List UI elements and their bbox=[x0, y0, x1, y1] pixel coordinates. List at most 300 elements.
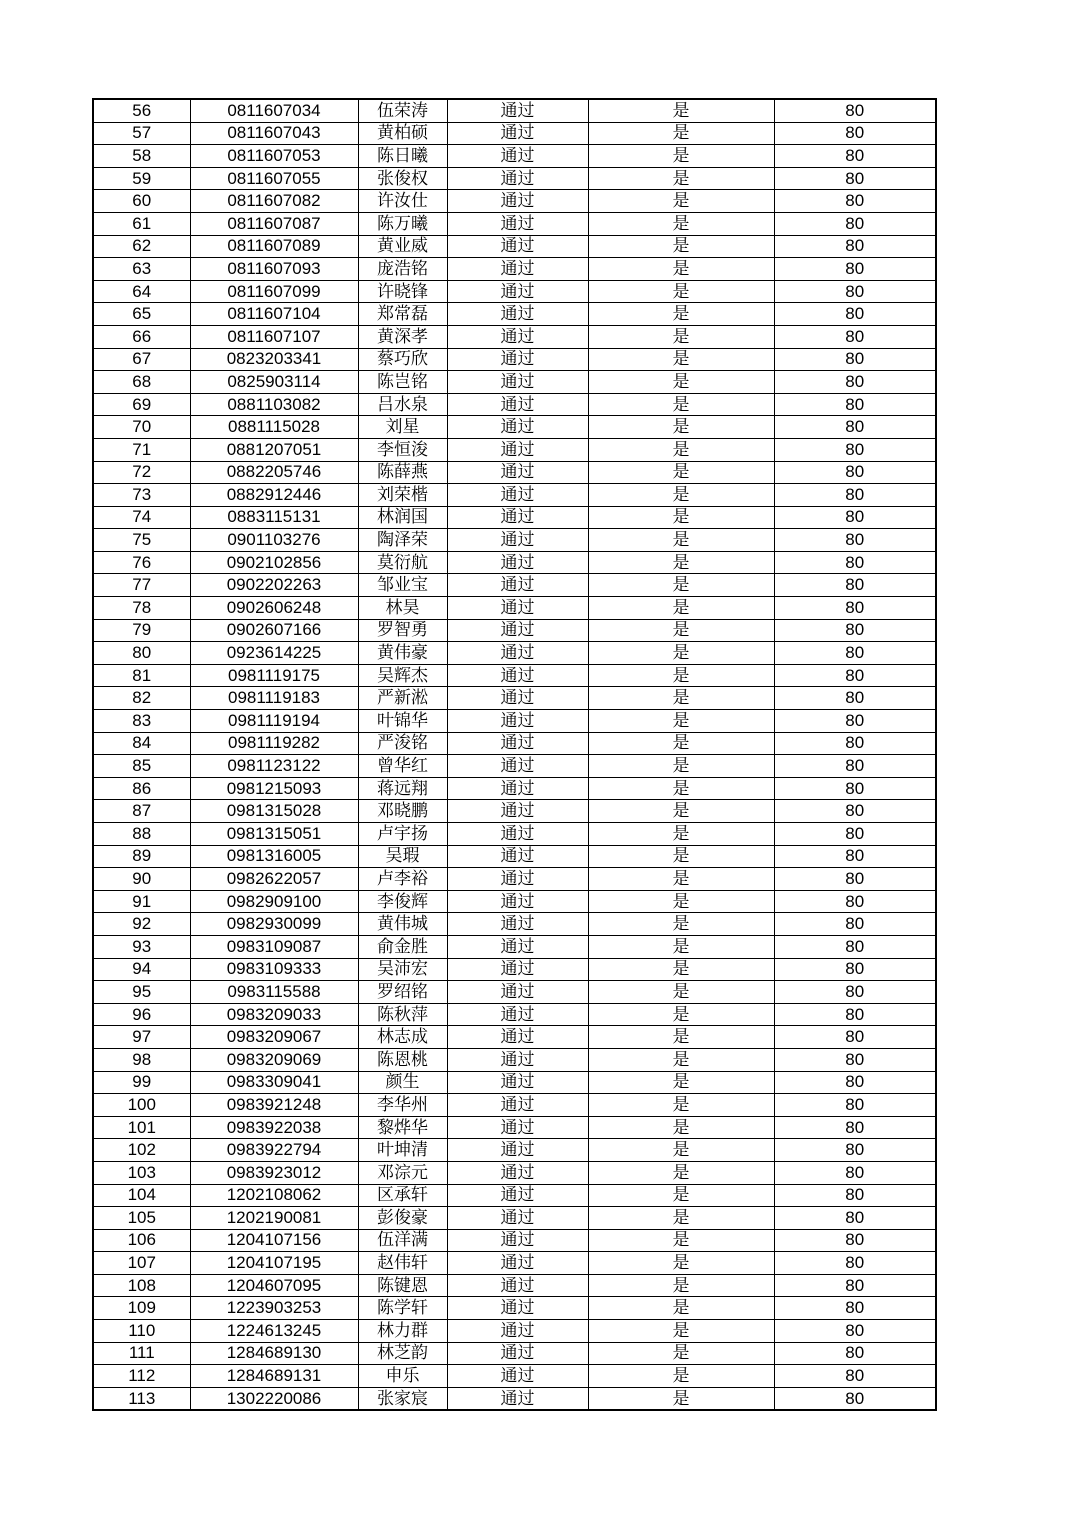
name-cell: 黄柏硕 bbox=[358, 122, 447, 145]
name-cell: 陈日曦 bbox=[358, 145, 447, 168]
table-row bbox=[93, 1161, 936, 1184]
id-number-cell: 0983922038 bbox=[190, 1116, 358, 1139]
score-cell: 80 bbox=[774, 574, 936, 597]
name-cell: 陈恩桃 bbox=[358, 1048, 447, 1071]
name-cell: 黄伟城 bbox=[358, 913, 447, 936]
name-cell: 林芝韵 bbox=[358, 1342, 447, 1365]
flag-cell: 是 bbox=[588, 1094, 774, 1117]
table-row bbox=[93, 619, 936, 642]
flag-cell: 是 bbox=[588, 845, 774, 868]
score-cell: 80 bbox=[774, 258, 936, 281]
name-cell: 彭俊豪 bbox=[358, 1207, 447, 1230]
table-row bbox=[93, 1048, 936, 1071]
table-row bbox=[93, 416, 936, 439]
score-cell: 80 bbox=[774, 619, 936, 642]
row-number-cell: 77 bbox=[93, 574, 190, 597]
score-cell: 80 bbox=[774, 438, 936, 461]
flag-cell: 是 bbox=[588, 212, 774, 235]
flag-cell: 是 bbox=[588, 416, 774, 439]
flag-cell: 是 bbox=[588, 461, 774, 484]
id-number-cell: 0983922794 bbox=[190, 1139, 358, 1162]
name-cell: 邹业宝 bbox=[358, 574, 447, 597]
id-number-cell: 0981316005 bbox=[190, 845, 358, 868]
flag-cell: 是 bbox=[588, 1274, 774, 1297]
table-row bbox=[93, 1003, 936, 1026]
name-cell: 吴辉杰 bbox=[358, 664, 447, 687]
row-number-cell: 84 bbox=[93, 732, 190, 755]
score-cell: 80 bbox=[774, 1320, 936, 1343]
name-cell: 陶泽荣 bbox=[358, 529, 447, 552]
row-number-cell: 86 bbox=[93, 777, 190, 800]
status-cell: 通过 bbox=[447, 777, 588, 800]
id-number-cell: 0811607104 bbox=[190, 303, 358, 326]
flag-cell: 是 bbox=[588, 1207, 774, 1230]
id-number-cell: 0983923012 bbox=[190, 1161, 358, 1184]
id-number-cell: 1224613245 bbox=[190, 1320, 358, 1343]
table-row bbox=[93, 122, 936, 145]
status-cell: 通过 bbox=[447, 1071, 588, 1094]
table-row bbox=[93, 1297, 936, 1320]
status-cell: 通过 bbox=[447, 1026, 588, 1049]
status-cell: 通过 bbox=[447, 710, 588, 733]
table-row bbox=[93, 755, 936, 778]
name-cell: 严浚铭 bbox=[358, 732, 447, 755]
id-number-cell: 0981123122 bbox=[190, 755, 358, 778]
row-number-cell: 95 bbox=[93, 981, 190, 1004]
score-cell: 80 bbox=[774, 1342, 936, 1365]
name-cell: 郑常磊 bbox=[358, 303, 447, 326]
status-cell: 通过 bbox=[447, 1094, 588, 1117]
status-cell: 通过 bbox=[447, 597, 588, 620]
score-cell: 80 bbox=[774, 868, 936, 891]
score-cell: 80 bbox=[774, 845, 936, 868]
row-number-cell: 104 bbox=[93, 1184, 190, 1207]
status-cell: 通过 bbox=[447, 958, 588, 981]
row-number-cell: 76 bbox=[93, 551, 190, 574]
flag-cell: 是 bbox=[588, 1003, 774, 1026]
name-cell: 蒋远翔 bbox=[358, 777, 447, 800]
status-cell: 通过 bbox=[447, 1139, 588, 1162]
table-row bbox=[93, 687, 936, 710]
flag-cell: 是 bbox=[588, 258, 774, 281]
status-cell: 通过 bbox=[447, 461, 588, 484]
status-cell: 通过 bbox=[447, 1297, 588, 1320]
row-number-cell: 98 bbox=[93, 1048, 190, 1071]
id-number-cell: 1284689131 bbox=[190, 1365, 358, 1388]
table-row bbox=[93, 1229, 936, 1252]
table-row bbox=[93, 664, 936, 687]
row-number-cell: 94 bbox=[93, 958, 190, 981]
name-cell: 李恒浚 bbox=[358, 438, 447, 461]
table-row bbox=[93, 167, 936, 190]
flag-cell: 是 bbox=[588, 438, 774, 461]
status-cell: 通过 bbox=[447, 212, 588, 235]
name-cell: 林昊 bbox=[358, 597, 447, 620]
flag-cell: 是 bbox=[588, 122, 774, 145]
flag-cell: 是 bbox=[588, 958, 774, 981]
score-cell: 80 bbox=[774, 935, 936, 958]
id-number-cell: 0811607043 bbox=[190, 122, 358, 145]
name-cell: 申乐 bbox=[358, 1365, 447, 1388]
flag-cell: 是 bbox=[588, 1048, 774, 1071]
id-number-cell: 0902102856 bbox=[190, 551, 358, 574]
row-number-cell: 75 bbox=[93, 529, 190, 552]
flag-cell: 是 bbox=[588, 642, 774, 665]
row-number-cell: 79 bbox=[93, 619, 190, 642]
score-cell: 80 bbox=[774, 167, 936, 190]
score-cell: 80 bbox=[774, 1274, 936, 1297]
row-number-cell: 62 bbox=[93, 235, 190, 258]
id-number-cell: 0811607053 bbox=[190, 145, 358, 168]
flag-cell: 是 bbox=[588, 325, 774, 348]
score-cell: 80 bbox=[774, 1139, 936, 1162]
row-number-cell: 67 bbox=[93, 348, 190, 371]
status-cell: 通过 bbox=[447, 325, 588, 348]
status-cell: 通过 bbox=[447, 529, 588, 552]
table-row bbox=[93, 1252, 936, 1275]
status-cell: 通过 bbox=[447, 1116, 588, 1139]
table-row bbox=[93, 890, 936, 913]
id-number-cell: 0983115588 bbox=[190, 981, 358, 1004]
id-number-cell: 0981119175 bbox=[190, 664, 358, 687]
id-number-cell: 0881103082 bbox=[190, 393, 358, 416]
status-cell: 通过 bbox=[447, 438, 588, 461]
row-number-cell: 56 bbox=[93, 99, 190, 122]
table-row bbox=[93, 461, 936, 484]
row-number-cell: 103 bbox=[93, 1161, 190, 1184]
name-cell: 吴瑕 bbox=[358, 845, 447, 868]
table-row bbox=[93, 777, 936, 800]
flag-cell: 是 bbox=[588, 1116, 774, 1139]
table-row bbox=[93, 551, 936, 574]
row-number-cell: 97 bbox=[93, 1026, 190, 1049]
id-number-cell: 0882205746 bbox=[190, 461, 358, 484]
row-number-cell: 105 bbox=[93, 1207, 190, 1230]
table-row bbox=[93, 1026, 936, 1049]
status-cell: 通过 bbox=[447, 393, 588, 416]
name-cell: 伍荣涛 bbox=[358, 99, 447, 122]
flag-cell: 是 bbox=[588, 1229, 774, 1252]
row-number-cell: 58 bbox=[93, 145, 190, 168]
name-cell: 黄伟豪 bbox=[358, 642, 447, 665]
id-number-cell: 0881207051 bbox=[190, 438, 358, 461]
table-row bbox=[93, 280, 936, 303]
flag-cell: 是 bbox=[588, 1071, 774, 1094]
flag-cell: 是 bbox=[588, 664, 774, 687]
status-cell: 通过 bbox=[447, 732, 588, 755]
status-cell: 通过 bbox=[447, 416, 588, 439]
name-cell: 邓晓鹏 bbox=[358, 800, 447, 823]
row-number-cell: 78 bbox=[93, 597, 190, 620]
name-cell: 陈键恩 bbox=[358, 1274, 447, 1297]
score-cell: 80 bbox=[774, 1094, 936, 1117]
status-cell: 通过 bbox=[447, 258, 588, 281]
id-number-cell: 0902607166 bbox=[190, 619, 358, 642]
row-number-cell: 57 bbox=[93, 122, 190, 145]
row-number-cell: 91 bbox=[93, 890, 190, 913]
status-cell: 通过 bbox=[447, 755, 588, 778]
status-cell: 通过 bbox=[447, 348, 588, 371]
flag-cell: 是 bbox=[588, 868, 774, 891]
flag-cell: 是 bbox=[588, 1184, 774, 1207]
name-cell: 林力群 bbox=[358, 1320, 447, 1343]
score-cell: 80 bbox=[774, 212, 936, 235]
id-number-cell: 0982930099 bbox=[190, 913, 358, 936]
row-number-cell: 74 bbox=[93, 506, 190, 529]
id-number-cell: 0983109333 bbox=[190, 958, 358, 981]
table-row bbox=[93, 732, 936, 755]
status-cell: 通过 bbox=[447, 981, 588, 1004]
score-cell: 80 bbox=[774, 1387, 936, 1410]
score-cell: 80 bbox=[774, 710, 936, 733]
score-cell: 80 bbox=[774, 1026, 936, 1049]
score-cell: 80 bbox=[774, 1365, 936, 1388]
name-cell: 刘荣楷 bbox=[358, 484, 447, 507]
row-number-cell: 65 bbox=[93, 303, 190, 326]
table-row bbox=[93, 1071, 936, 1094]
row-number-cell: 69 bbox=[93, 393, 190, 416]
score-cell: 80 bbox=[774, 416, 936, 439]
name-cell: 陈薛燕 bbox=[358, 461, 447, 484]
score-cell: 80 bbox=[774, 755, 936, 778]
id-number-cell: 0811607082 bbox=[190, 190, 358, 213]
name-cell: 庞浩铭 bbox=[358, 258, 447, 281]
id-number-cell: 0825903114 bbox=[190, 371, 358, 394]
row-number-cell: 99 bbox=[93, 1071, 190, 1094]
score-cell: 80 bbox=[774, 280, 936, 303]
status-cell: 通过 bbox=[447, 99, 588, 122]
flag-cell: 是 bbox=[588, 1252, 774, 1275]
id-number-cell: 0983209067 bbox=[190, 1026, 358, 1049]
row-number-cell: 96 bbox=[93, 1003, 190, 1026]
status-cell: 通过 bbox=[447, 868, 588, 891]
flag-cell: 是 bbox=[588, 1365, 774, 1388]
row-number-cell: 111 bbox=[93, 1342, 190, 1365]
table-row bbox=[93, 823, 936, 846]
id-number-cell: 0901103276 bbox=[190, 529, 358, 552]
flag-cell: 是 bbox=[588, 235, 774, 258]
table-row bbox=[93, 1116, 936, 1139]
id-number-cell: 0811607099 bbox=[190, 280, 358, 303]
table-row bbox=[93, 981, 936, 1004]
id-number-cell: 0811607055 bbox=[190, 167, 358, 190]
table-row bbox=[93, 845, 936, 868]
status-cell: 通过 bbox=[447, 190, 588, 213]
status-cell: 通过 bbox=[447, 890, 588, 913]
row-number-cell: 70 bbox=[93, 416, 190, 439]
name-cell: 卢李裕 bbox=[358, 868, 447, 891]
table-row bbox=[93, 393, 936, 416]
score-cell: 80 bbox=[774, 348, 936, 371]
table-row bbox=[93, 235, 936, 258]
id-number-cell: 1204107195 bbox=[190, 1252, 358, 1275]
row-number-cell: 93 bbox=[93, 935, 190, 958]
name-cell: 陈岂铭 bbox=[358, 371, 447, 394]
name-cell: 蔡巧欣 bbox=[358, 348, 447, 371]
table-row bbox=[93, 325, 936, 348]
flag-cell: 是 bbox=[588, 303, 774, 326]
flag-cell: 是 bbox=[588, 619, 774, 642]
id-number-cell: 0811607107 bbox=[190, 325, 358, 348]
status-cell: 通过 bbox=[447, 551, 588, 574]
score-cell: 80 bbox=[774, 687, 936, 710]
table-row bbox=[93, 800, 936, 823]
score-cell: 80 bbox=[774, 99, 936, 122]
row-number-cell: 88 bbox=[93, 823, 190, 846]
name-cell: 林润国 bbox=[358, 506, 447, 529]
score-cell: 80 bbox=[774, 1184, 936, 1207]
row-number-cell: 64 bbox=[93, 280, 190, 303]
flag-cell: 是 bbox=[588, 823, 774, 846]
flag-cell: 是 bbox=[588, 529, 774, 552]
status-cell: 通过 bbox=[447, 235, 588, 258]
results-table bbox=[92, 98, 937, 1411]
flag-cell: 是 bbox=[588, 371, 774, 394]
status-cell: 通过 bbox=[447, 303, 588, 326]
table-row bbox=[93, 868, 936, 891]
flag-cell: 是 bbox=[588, 551, 774, 574]
score-cell: 80 bbox=[774, 597, 936, 620]
id-number-cell: 1223903253 bbox=[190, 1297, 358, 1320]
status-cell: 通过 bbox=[447, 664, 588, 687]
flag-cell: 是 bbox=[588, 1387, 774, 1410]
flag-cell: 是 bbox=[588, 732, 774, 755]
id-number-cell: 1202190081 bbox=[190, 1207, 358, 1230]
id-number-cell: 0823203341 bbox=[190, 348, 358, 371]
row-number-cell: 107 bbox=[93, 1252, 190, 1275]
name-cell: 曾华红 bbox=[358, 755, 447, 778]
id-number-cell: 0923614225 bbox=[190, 642, 358, 665]
status-cell: 通过 bbox=[447, 145, 588, 168]
name-cell: 邓淙元 bbox=[358, 1161, 447, 1184]
name-cell: 刘星 bbox=[358, 416, 447, 439]
table-row bbox=[93, 529, 936, 552]
status-cell: 通过 bbox=[447, 823, 588, 846]
flag-cell: 是 bbox=[588, 755, 774, 778]
id-number-cell: 0983109087 bbox=[190, 935, 358, 958]
flag-cell: 是 bbox=[588, 710, 774, 733]
score-cell: 80 bbox=[774, 190, 936, 213]
table-row bbox=[93, 190, 936, 213]
status-cell: 通过 bbox=[447, 1003, 588, 1026]
name-cell: 俞金胜 bbox=[358, 935, 447, 958]
row-number-cell: 90 bbox=[93, 868, 190, 891]
row-number-cell: 110 bbox=[93, 1320, 190, 1343]
flag-cell: 是 bbox=[588, 981, 774, 1004]
status-cell: 通过 bbox=[447, 845, 588, 868]
name-cell: 伍洋满 bbox=[358, 1229, 447, 1252]
score-cell: 80 bbox=[774, 1207, 936, 1230]
id-number-cell: 0882912446 bbox=[190, 484, 358, 507]
id-number-cell: 0902202263 bbox=[190, 574, 358, 597]
score-cell: 80 bbox=[774, 529, 936, 552]
row-number-cell: 68 bbox=[93, 371, 190, 394]
name-cell: 罗绍铭 bbox=[358, 981, 447, 1004]
table-row bbox=[93, 212, 936, 235]
status-cell: 通过 bbox=[447, 1184, 588, 1207]
flag-cell: 是 bbox=[588, 687, 774, 710]
id-number-cell: 0981215093 bbox=[190, 777, 358, 800]
row-number-cell: 73 bbox=[93, 484, 190, 507]
row-number-cell: 101 bbox=[93, 1116, 190, 1139]
name-cell: 叶锦华 bbox=[358, 710, 447, 733]
score-cell: 80 bbox=[774, 1252, 936, 1275]
score-cell: 80 bbox=[774, 1071, 936, 1094]
table-row bbox=[93, 1094, 936, 1117]
flag-cell: 是 bbox=[588, 1342, 774, 1365]
score-cell: 80 bbox=[774, 777, 936, 800]
status-cell: 通过 bbox=[447, 167, 588, 190]
score-cell: 80 bbox=[774, 145, 936, 168]
score-cell: 80 bbox=[774, 642, 936, 665]
id-number-cell: 0811607034 bbox=[190, 99, 358, 122]
status-cell: 通过 bbox=[447, 1320, 588, 1343]
name-cell: 黄业威 bbox=[358, 235, 447, 258]
score-cell: 80 bbox=[774, 1116, 936, 1139]
row-number-cell: 109 bbox=[93, 1297, 190, 1320]
name-cell: 李华州 bbox=[358, 1094, 447, 1117]
table-row bbox=[93, 1342, 936, 1365]
table-row bbox=[93, 348, 936, 371]
flag-cell: 是 bbox=[588, 1320, 774, 1343]
row-number-cell: 71 bbox=[93, 438, 190, 461]
score-cell: 80 bbox=[774, 1297, 936, 1320]
row-number-cell: 85 bbox=[93, 755, 190, 778]
table-row bbox=[93, 958, 936, 981]
flag-cell: 是 bbox=[588, 777, 774, 800]
row-number-cell: 102 bbox=[93, 1139, 190, 1162]
name-cell: 吕水泉 bbox=[358, 393, 447, 416]
flag-cell: 是 bbox=[588, 1026, 774, 1049]
table-row bbox=[93, 303, 936, 326]
table-row bbox=[93, 642, 936, 665]
flag-cell: 是 bbox=[588, 1139, 774, 1162]
score-cell: 80 bbox=[774, 732, 936, 755]
id-number-cell: 0811607089 bbox=[190, 235, 358, 258]
table-row bbox=[93, 99, 936, 122]
flag-cell: 是 bbox=[588, 190, 774, 213]
status-cell: 通过 bbox=[447, 122, 588, 145]
name-cell: 李俊辉 bbox=[358, 890, 447, 913]
id-number-cell: 0881115028 bbox=[190, 416, 358, 439]
table-row bbox=[93, 258, 936, 281]
row-number-cell: 80 bbox=[93, 642, 190, 665]
status-cell: 通过 bbox=[447, 619, 588, 642]
id-number-cell: 0983309041 bbox=[190, 1071, 358, 1094]
name-cell: 陈万曦 bbox=[358, 212, 447, 235]
table-row bbox=[93, 710, 936, 733]
id-number-cell: 0982622057 bbox=[190, 868, 358, 891]
flag-cell: 是 bbox=[588, 393, 774, 416]
score-cell: 80 bbox=[774, 235, 936, 258]
id-number-cell: 0983921248 bbox=[190, 1094, 358, 1117]
table-row bbox=[93, 935, 936, 958]
score-cell: 80 bbox=[774, 913, 936, 936]
score-cell: 80 bbox=[774, 664, 936, 687]
row-number-cell: 66 bbox=[93, 325, 190, 348]
flag-cell: 是 bbox=[588, 506, 774, 529]
table-row bbox=[93, 506, 936, 529]
status-cell: 通过 bbox=[447, 687, 588, 710]
status-cell: 通过 bbox=[447, 484, 588, 507]
score-cell: 80 bbox=[774, 981, 936, 1004]
score-cell: 80 bbox=[774, 393, 936, 416]
name-cell: 黄深孝 bbox=[358, 325, 447, 348]
flag-cell: 是 bbox=[588, 484, 774, 507]
row-number-cell: 112 bbox=[93, 1365, 190, 1388]
flag-cell: 是 bbox=[588, 800, 774, 823]
row-number-cell: 59 bbox=[93, 167, 190, 190]
